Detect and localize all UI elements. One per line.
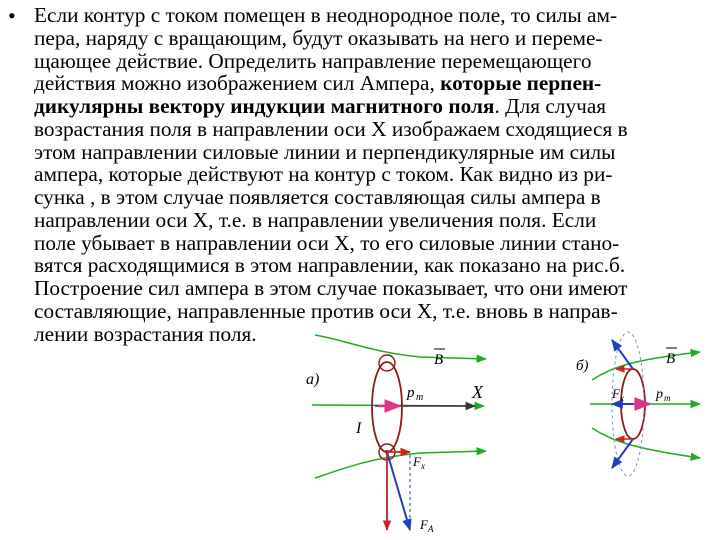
text-line bbox=[34, 141, 714, 164]
loop-outline-b bbox=[612, 332, 644, 476]
fx-sub-a: x bbox=[421, 461, 425, 471]
field-line-b-top bbox=[592, 352, 700, 380]
text-line bbox=[34, 50, 714, 73]
text-span: вятся расходящимися в этом направлении, как показано на рис.б. bbox=[34, 253, 626, 278]
fx-sub-b: x bbox=[620, 393, 624, 403]
figure-a bbox=[306, 335, 486, 534]
text-line bbox=[34, 4, 714, 27]
text-line bbox=[34, 277, 714, 300]
text-span: возрастания поля в направлении оси X изображаем сходящиеся в bbox=[34, 116, 628, 141]
fx-label-a: F bbox=[413, 454, 421, 469]
wire-cross-bottom-a bbox=[379, 444, 395, 460]
fa-arrow-a bbox=[387, 452, 410, 530]
text-line bbox=[34, 72, 714, 95]
text-span: этом направлении силовые линии и перпендикулярные им силы bbox=[34, 139, 616, 164]
text-span: направлении оси X, т.е. в направлении увеличения поля. Если bbox=[34, 207, 597, 232]
current-label: I bbox=[356, 420, 362, 437]
text-span: лении возрастания поля. bbox=[34, 321, 257, 346]
fx-label-b: F bbox=[612, 386, 620, 401]
text-line bbox=[34, 95, 714, 118]
bullet-marker: • bbox=[8, 3, 16, 28]
bold-phrase: дикулярны вектору индукции магнитного поля bbox=[34, 94, 495, 118]
fa-sub-a: A bbox=[428, 524, 434, 534]
text-line bbox=[34, 27, 714, 50]
fa-bottom-b bbox=[612, 439, 633, 468]
field-line-b-bottom bbox=[592, 428, 700, 458]
wire-dot-a bbox=[385, 450, 389, 454]
text-span: Построение сил ампера в этом случае показывает, что они имеют bbox=[34, 276, 628, 300]
text-span: действия можно изображением сил Ампера, bbox=[34, 71, 441, 96]
figure-b-label: б) bbox=[576, 358, 589, 374]
text-span: . Для случая bbox=[494, 94, 607, 118]
text-line bbox=[34, 186, 714, 209]
x-axis-label: X bbox=[472, 382, 483, 402]
text-line bbox=[34, 232, 714, 255]
text-span: ампера, которые действуют на контур с током. Как видно из ри- bbox=[34, 162, 613, 187]
text-line bbox=[34, 163, 714, 186]
text-line bbox=[34, 254, 714, 277]
current-loop-b bbox=[621, 369, 645, 439]
figure-b bbox=[576, 332, 700, 476]
field-line-a-mid bbox=[312, 405, 484, 406]
pm-sub-a: m bbox=[416, 392, 424, 403]
text-span: сунка , в этом случае появляется составляющая силы ампера в bbox=[34, 185, 601, 209]
pm-label-b: p bbox=[656, 387, 663, 402]
text-span: Если контур с током помещен в неоднородное поле, то силы ам- bbox=[34, 3, 618, 27]
figure-a-label: а) bbox=[306, 371, 320, 388]
text-span: пера, наряду с вращающим, будут оказывать на него и переме- bbox=[34, 25, 603, 50]
current-loop-a bbox=[372, 362, 402, 452]
b-label-b: B bbox=[666, 351, 676, 367]
text-span: поле убывает в направлении оси X, то его силовые линии стано- bbox=[34, 230, 620, 255]
text-span: составляющие, направленные против оси X, т.е. вновь в направ- bbox=[34, 298, 618, 323]
text-line bbox=[34, 209, 714, 232]
fa-label-a: F bbox=[420, 517, 428, 532]
body-text bbox=[34, 4, 714, 345]
bold-phrase: которые перпен- bbox=[440, 71, 602, 96]
wire-cross-top-a bbox=[379, 355, 395, 371]
pm-sub-b: m bbox=[664, 393, 671, 403]
text-line bbox=[34, 323, 714, 346]
text-span: щающее действие. Определить направление перемещающего bbox=[34, 48, 592, 73]
text-line bbox=[34, 300, 714, 323]
field-line-a-bottom bbox=[315, 451, 486, 478]
pm-label-a: p bbox=[407, 385, 415, 401]
text-line bbox=[34, 118, 714, 141]
b-label-a: B bbox=[434, 352, 444, 368]
